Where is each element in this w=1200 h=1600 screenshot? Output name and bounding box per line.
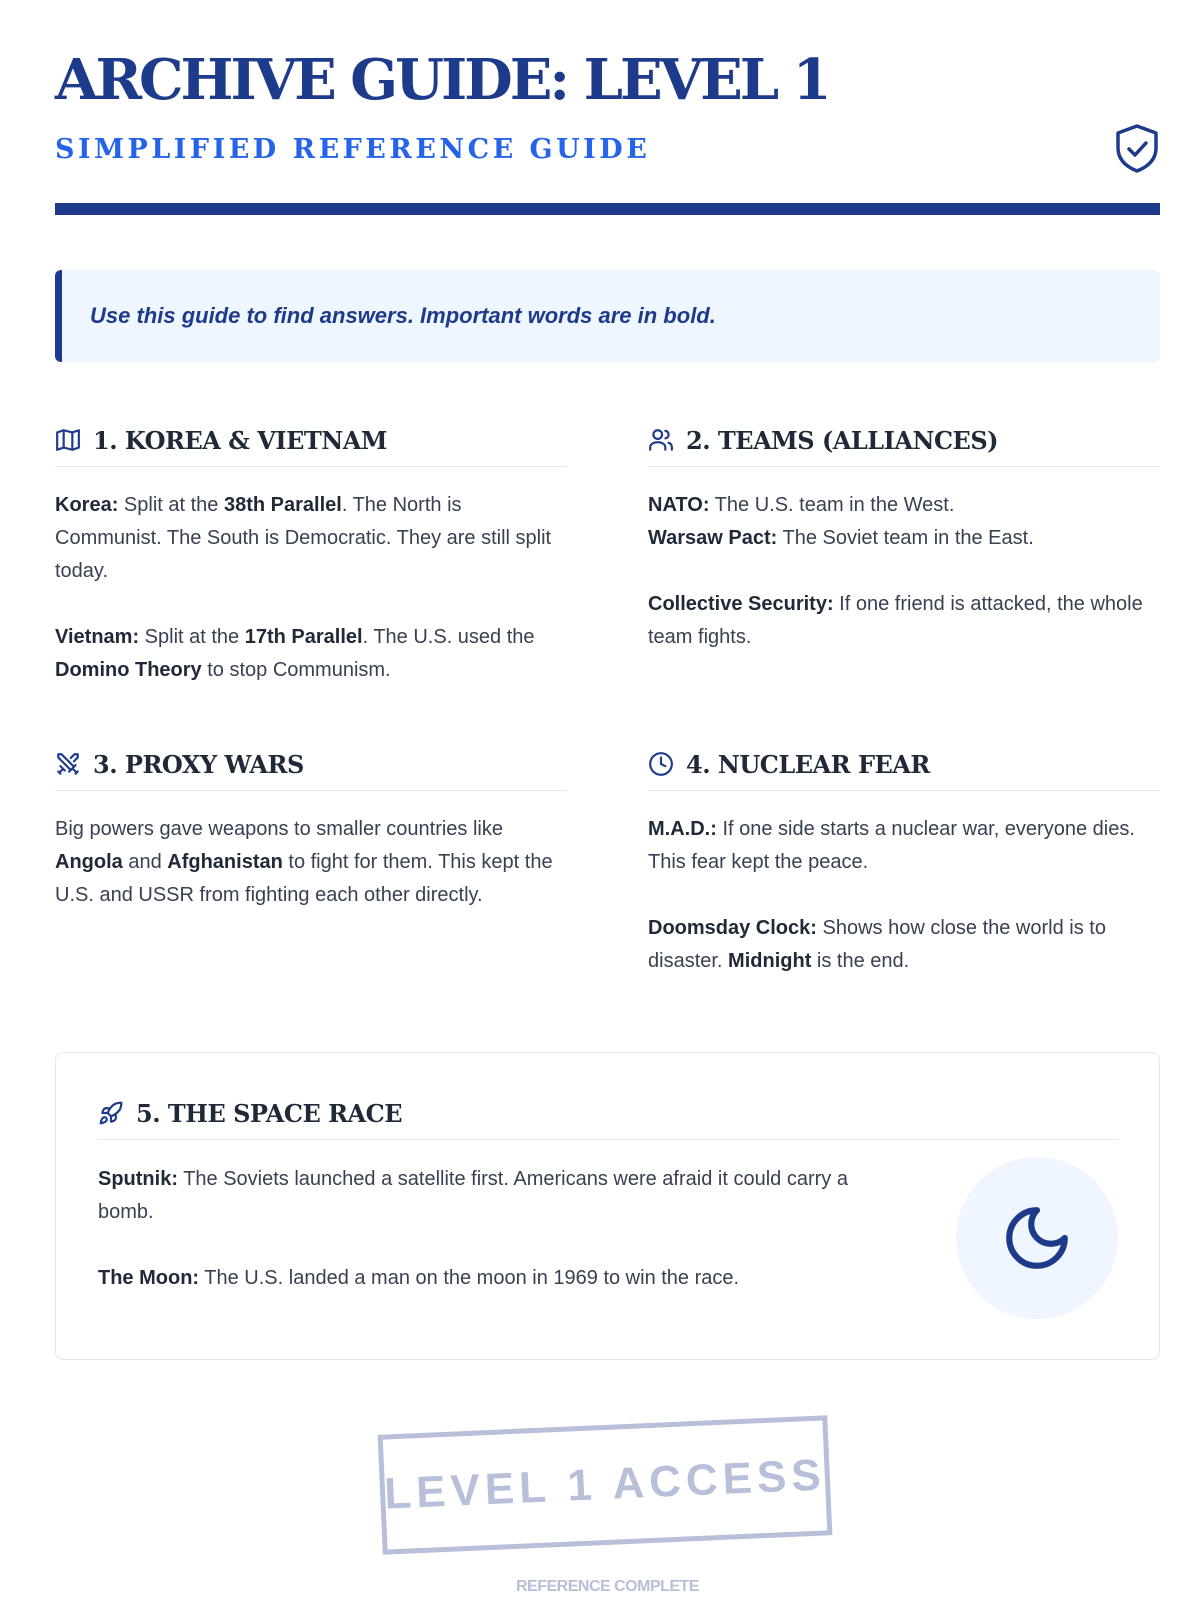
section-title: 1. KOREA & VIETNAM bbox=[93, 425, 387, 455]
header-divider bbox=[55, 203, 1160, 215]
term-the-moon: The Moon: bbox=[98, 1267, 200, 1289]
term-domino-theory: Domino Theory bbox=[55, 659, 202, 681]
rocket-icon bbox=[98, 1100, 124, 1126]
term-angola: Angola bbox=[55, 851, 123, 873]
collective-paragraph: Collective Security: If one friend is attacked, the whole team fights. bbox=[648, 593, 1143, 648]
mad-paragraph: M.A.D.: If one side starts a nuclear war, everyone dies. This fear kept the peace. bbox=[648, 818, 1135, 873]
section-title: 2. TEAMS (ALLIANCES) bbox=[686, 425, 999, 455]
moon-icon bbox=[1000, 1201, 1074, 1275]
section-title: 5. THE SPACE RACE bbox=[136, 1098, 403, 1128]
section-header bbox=[648, 420, 1160, 467]
alliances-paragraph: NATO: The U.S. team in the West. Warsaw Pact: The Soviet team in the East. bbox=[648, 494, 1034, 549]
shield-check-icon bbox=[1114, 122, 1160, 174]
section-korea-vietnam bbox=[55, 420, 567, 687]
section-body bbox=[648, 489, 1160, 654]
page-title: ARCHIVE GUIDE: LEVEL 1 bbox=[55, 47, 829, 113]
instruction-note: Use this guide to find answers. Important words are in bold. bbox=[55, 270, 1160, 362]
vietnam-paragraph: Vietnam: Split at the 17th Parallel. The U.S. used the Domino Theory to stop Communism. bbox=[55, 626, 535, 681]
section-header bbox=[648, 744, 1160, 791]
moon-paragraph: The Moon: The U.S. landed a man on the moon in 1969 to win the race. bbox=[98, 1267, 740, 1289]
section-header bbox=[55, 420, 567, 467]
section-teams bbox=[648, 420, 1160, 654]
doomsday-paragraph: Doomsday Clock: Shows how close the world is to disaster. Midnight is the end. bbox=[648, 917, 1106, 972]
term-mad: M.A.D.: bbox=[648, 818, 717, 840]
clock-icon bbox=[648, 751, 674, 777]
term-doomsday-clock: Doomsday Clock: bbox=[648, 917, 817, 939]
korea-paragraph: Korea: Split at the 38th Parallel. The North is Communist. The South is Democratic. They are still split today. bbox=[55, 494, 552, 582]
crossed-swords-icon bbox=[55, 751, 81, 777]
section-body bbox=[648, 813, 1160, 978]
term-17th-parallel: 17th Parallel bbox=[244, 626, 363, 648]
section-title: 4. NUCLEAR FEAR bbox=[686, 749, 930, 779]
section-body bbox=[55, 813, 567, 912]
access-stamp: LEVEL 1 ACCESS bbox=[378, 1415, 833, 1555]
users-icon bbox=[648, 427, 674, 453]
moon-illustration bbox=[956, 1157, 1118, 1319]
section-body bbox=[55, 489, 567, 687]
sputnik-paragraph: Sputnik: The Soviets launched a satellite first. Americans were afraid it could carry a bomb. bbox=[98, 1168, 848, 1223]
term-collective-security: Collective Security: bbox=[648, 593, 834, 615]
map-icon bbox=[55, 427, 81, 453]
section-proxy-wars bbox=[55, 744, 567, 912]
section-body bbox=[98, 1163, 898, 1328]
section-space-race bbox=[55, 1052, 1160, 1360]
page-subtitle: SIMPLIFIED REFERENCE GUIDE bbox=[55, 134, 651, 165]
term-midnight: Midnight bbox=[728, 950, 812, 972]
proxy-paragraph: Big powers gave weapons to smaller countries like Angola and Afghanistan to fight for them. This kept the U.S. and USSR from fighting each other directly. bbox=[55, 818, 553, 906]
term-afghanistan: Afghanistan bbox=[167, 851, 283, 873]
section-title: 3. PROXY WARS bbox=[93, 749, 304, 779]
section-nuclear-fear bbox=[648, 744, 1160, 978]
term-sputnik: Sputnik: bbox=[98, 1168, 178, 1190]
section-header bbox=[55, 744, 567, 791]
section-header bbox=[98, 1093, 1118, 1140]
term-nato: NATO: bbox=[648, 494, 710, 516]
term-korea: Korea: bbox=[55, 494, 119, 516]
term-vietnam: Vietnam: bbox=[55, 626, 140, 648]
term-38th-parallel: 38th Parallel bbox=[223, 494, 342, 516]
footer-note: REFERENCE COMPLETE bbox=[515, 1578, 699, 1595]
term-warsaw-pact: Warsaw Pact: bbox=[648, 527, 778, 549]
